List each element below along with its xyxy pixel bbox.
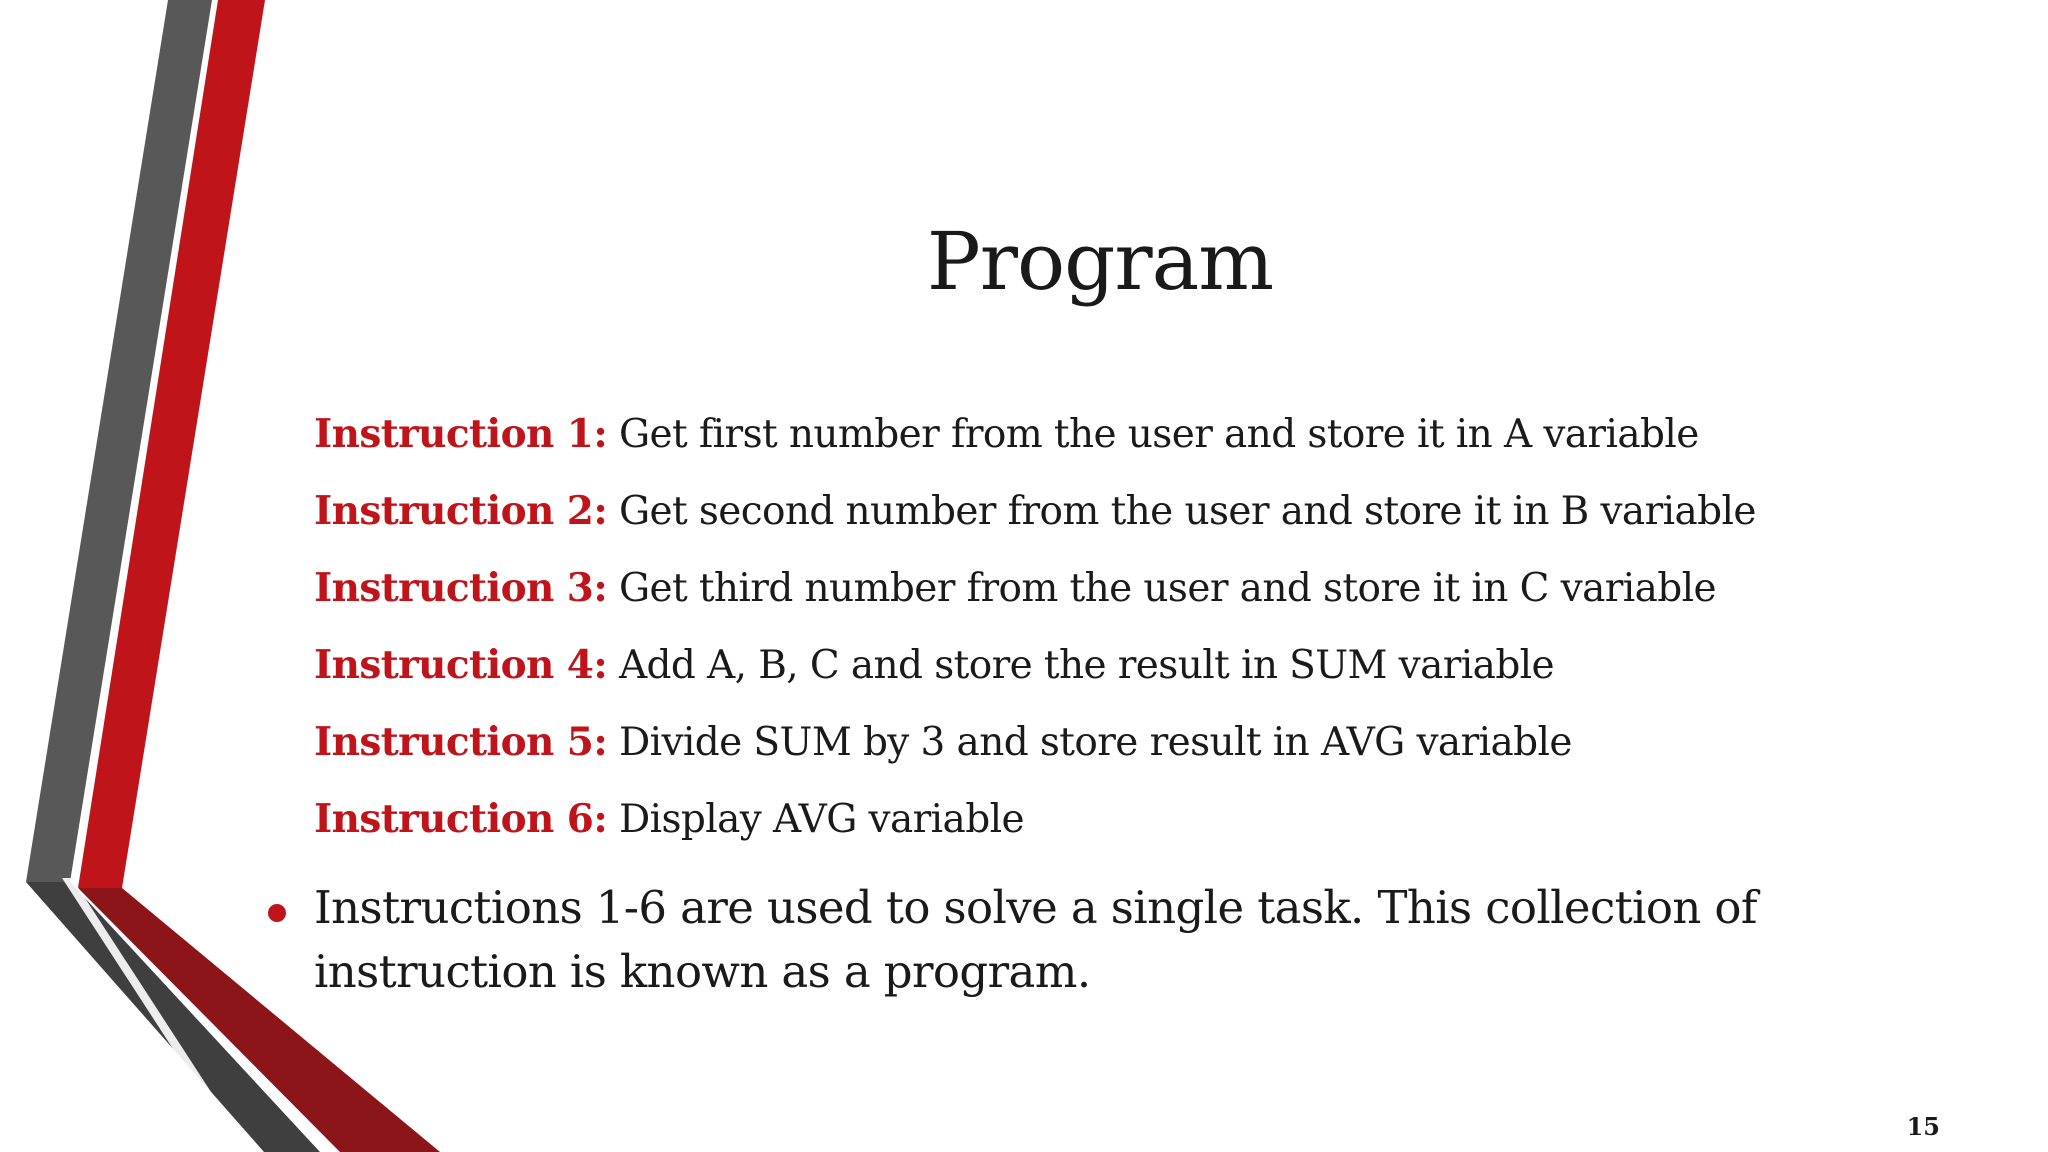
instruction-label: Instruction 3: bbox=[314, 565, 608, 611]
instruction-label: Instruction 6: bbox=[314, 796, 608, 842]
page-number: 15 bbox=[1906, 1112, 1940, 1141]
instruction-text: Get second number from the user and store it in B variable bbox=[607, 489, 1756, 534]
instruction-item bbox=[314, 781, 1874, 858]
instruction-label: Instruction 1: bbox=[314, 411, 608, 457]
slide-title: Program bbox=[926, 215, 1274, 308]
instruction-label: Instruction 4: bbox=[314, 642, 608, 688]
instruction-item bbox=[314, 627, 1874, 704]
instruction-text: Divide SUM by 3 and store result in AVG variable bbox=[607, 720, 1572, 765]
instruction-item bbox=[314, 396, 1874, 473]
instruction-item bbox=[314, 550, 1874, 627]
instruction-text: Add A, B, C and store the result in SUM variable bbox=[607, 643, 1555, 688]
instruction-label: Instruction 2: bbox=[314, 488, 608, 534]
instruction-text: Display AVG variable bbox=[607, 797, 1024, 842]
instruction-label: Instruction 5: bbox=[314, 719, 608, 765]
bullet-dot-icon bbox=[268, 904, 286, 922]
instruction-item bbox=[314, 704, 1874, 781]
bullet-text: Instructions 1-6 are used to solve a single task. This collection of instruction is known as a program. bbox=[314, 881, 1757, 998]
instruction-item bbox=[314, 473, 1874, 550]
bullet-item bbox=[268, 876, 1948, 1004]
instruction-text: Get third number from the user and store it in C variable bbox=[607, 566, 1717, 611]
instruction-text: Get first number from the user and store it in A variable bbox=[607, 412, 1699, 457]
instruction-list bbox=[314, 396, 1874, 858]
